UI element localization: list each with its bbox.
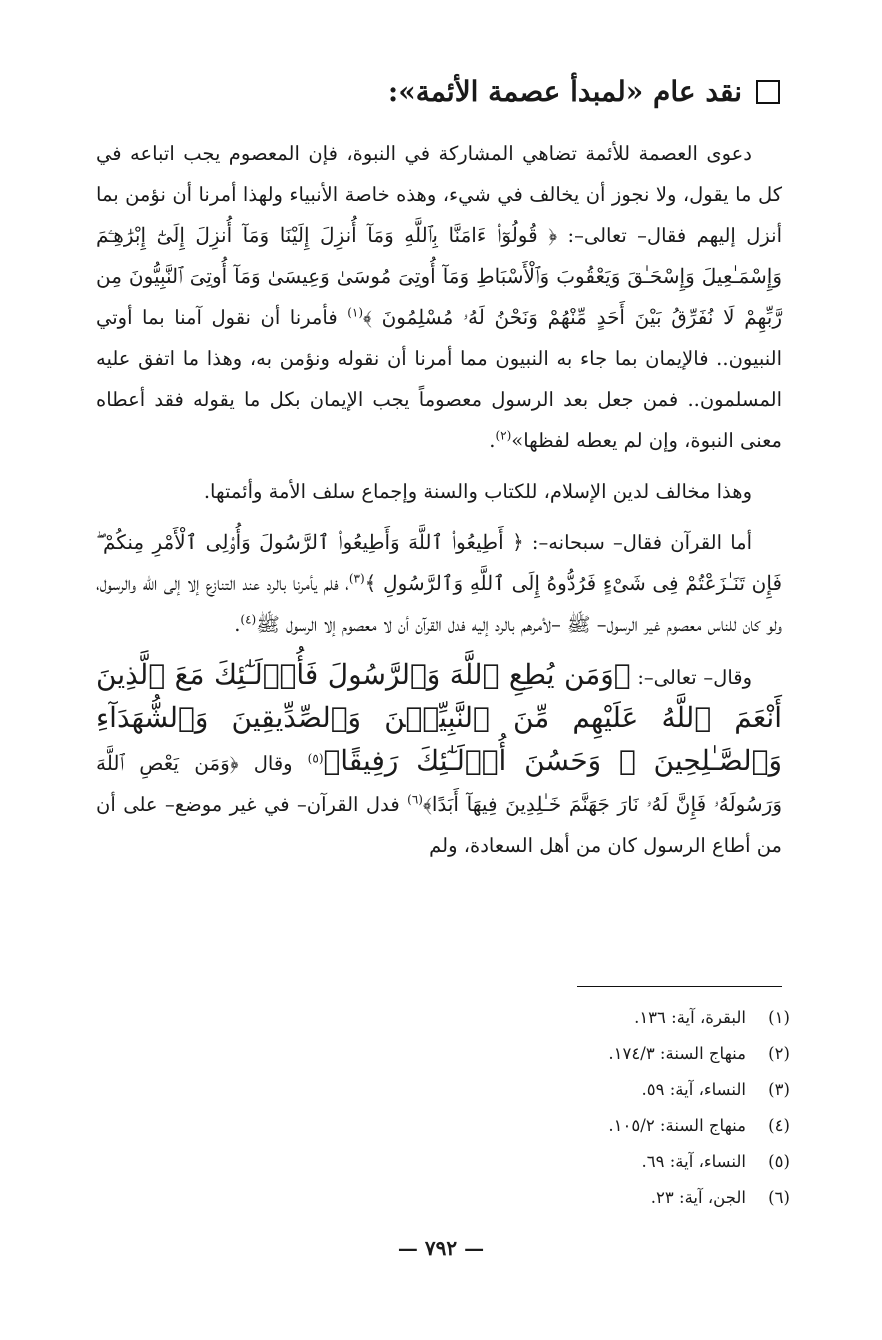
footnote-text: منهاج السنة: ١٠٥/٢.	[608, 1116, 746, 1135]
text-segment: .	[234, 613, 241, 636]
footnote-number: (٥)	[768, 1152, 790, 1171]
text-segment: دعوى العصمة للأئمة تضاهي المشاركة في النبوة، فإن المعصوم يجب اتباعه في كل ما يقول، ولا نجوز أن يخالف في شيء، وهذه خاصة الأنبياء ولهذا أمرنا أن نؤمن بما أنزل إليهم فقال– تعالى–:	[96, 142, 782, 247]
text-segment: وقال	[238, 752, 308, 775]
footnote-reference: (٤)	[240, 612, 257, 627]
footnote-reference: (٣)	[348, 571, 365, 586]
footnote-number: (٦)	[768, 1188, 790, 1207]
quran-verse: ﴿وَمَن يَعْصِ ٱللَّهَ وَرَسُولَهُۥ فَإِنَّ لَهُۥ نَارَ جَهَنَّمَ خَـٰلِدِينَ فِيهَآ أَبَدًا﴾	[96, 751, 782, 816]
text-segment: وهذا مخالف لدين الإسلام، للكتاب والسنة وإجماع سلف الأمة وأئمتها.	[203, 480, 752, 503]
text-segment: فأمرنا أن نقول آمنا بما أوتي النبيون.. فالإيمان بما جاء به النبيون مما أمرنا أن نقوله ونؤمن به، وهذا ما اتفق عليه المسلمون.. فمن جعل بعد الرسول معصوماً يجب الإيمان بكل ما يقوله فقد أعطاه معنى النبوة، وإن لم يعطه لفظها»	[96, 306, 782, 452]
footnote-text: الجن، آية: ٢٣.	[650, 1188, 746, 1207]
footnotes-list	[394, 1000, 794, 1216]
text-segment: فدل القرآن– في غير موضع– على أن من أطاع الرسول كان من أهل السعادة، ولم	[96, 793, 782, 857]
footnote-text: النساء، آية: ٥٩.	[641, 1080, 746, 1099]
footnote-separator	[577, 986, 782, 987]
text-segment: أما القرآن فقال– سبحانه–:	[523, 531, 752, 554]
paragraph	[96, 133, 782, 461]
quran-verse: ﴿ قُولُوٓا۟ ءَامَنَّا بِٱللَّهِ وَمَآ أُنزِلَ إِلَيْنَا وَمَآ أُنزِلَ إِلَىٰٓ إِبْرَٰهِـۧمَ وَإِسْمَـٰعِيلَ وَإِسْحَـٰقَ وَيَعْقُوبَ وَٱلْأَسْبَاطِ وَمَآ أُوتِىَ مُوسَىٰ وَعِيسَىٰ وَمَآ أُوتِىَ ٱلنَّبِيُّونَ مِن رَّبِّهِمْ لَا نُفَرِّقُ بَيْنَ أَحَدٍ مِّنْهُمْ وَنَحْنُ لَهُۥ مُسْلِمُونَ ﴾	[96, 223, 782, 329]
footnote-text: النساء، آية: ٦٩.	[641, 1152, 746, 1171]
footnote-number: (١)	[768, 1008, 790, 1027]
paragraph	[96, 522, 782, 645]
footnote-item	[394, 1036, 794, 1072]
body-text	[96, 133, 782, 876]
footnote-item	[394, 1144, 794, 1180]
footnote-reference: (٢)	[495, 428, 512, 443]
footnote-reference: (١)	[347, 305, 364, 320]
footnote-item	[394, 1000, 794, 1036]
footnote-number: (٢)	[768, 1044, 790, 1063]
section-heading	[260, 70, 780, 114]
page-number: — ٧٩٢ —	[397, 1236, 485, 1260]
footnote-item	[394, 1180, 794, 1216]
quran-verse: ﴿وَمَن يُطِعِ ٱللَّهَ وَٱلرَّسُولَ فَأُو۟لَـٰٓئِكَ مَعَ ٱلَّذِينَ أَنْعَمَ ٱللَّهُ عَلَيْهِم مِّنَ ٱلنَّبِيِّـۧنَ وَٱلصِّدِّيقِينَ وَٱلشُّهَدَآءِ وَٱلصَّـٰلِحِينَ ۚ وَحَسُنَ أُو۟لَـٰٓئِكَ رَفِيقًا﴾	[96, 658, 783, 777]
footnote-reference: (٦)	[407, 792, 423, 807]
text-segment: وقال– تعالى–:	[630, 666, 752, 689]
square-bullet-icon	[756, 80, 780, 104]
footnote-reference: (٥)	[307, 751, 324, 766]
footnote-item	[394, 1072, 794, 1108]
quran-verse: ﴿ أَطِيعُوا۟ ٱللَّهَ وَأَطِيعُوا۟ ٱلرَّسُولَ وَأُو۟لِى ٱلْأَمْرِ مِنكُمْ ۖ فَإِن تَنَـٰزَعْتُمْ فِى شَىْءٍ فَرُدُّوهُ إِلَى ٱللَّهِ وَٱلرَّسُولِ ﴾	[96, 530, 783, 595]
footnote-text: منهاج السنة: ١٧٤/٣.	[608, 1044, 746, 1063]
heading-text: نقد عام «لمبدأ عصمة الأئمة»:	[387, 75, 742, 108]
footnote-item	[394, 1108, 794, 1144]
paragraph	[96, 655, 782, 866]
footnote-number: (٣)	[768, 1080, 790, 1099]
text-segment: .	[489, 429, 496, 452]
paragraph	[96, 471, 782, 512]
footnote-text: البقرة، آية: ١٣٦.	[634, 1008, 746, 1027]
footnote-number: (٤)	[768, 1116, 790, 1135]
text-segment: ، فلم يأمرنا بالرد عند التنازع إلا إلى الله والرسول، ولو كان للناس معصوم غير الرسول– ﷺ –لأمرهم بالرد إليه فدل القرآن أن لا معصوم إلا الرسول ﷺ	[96, 572, 782, 636]
